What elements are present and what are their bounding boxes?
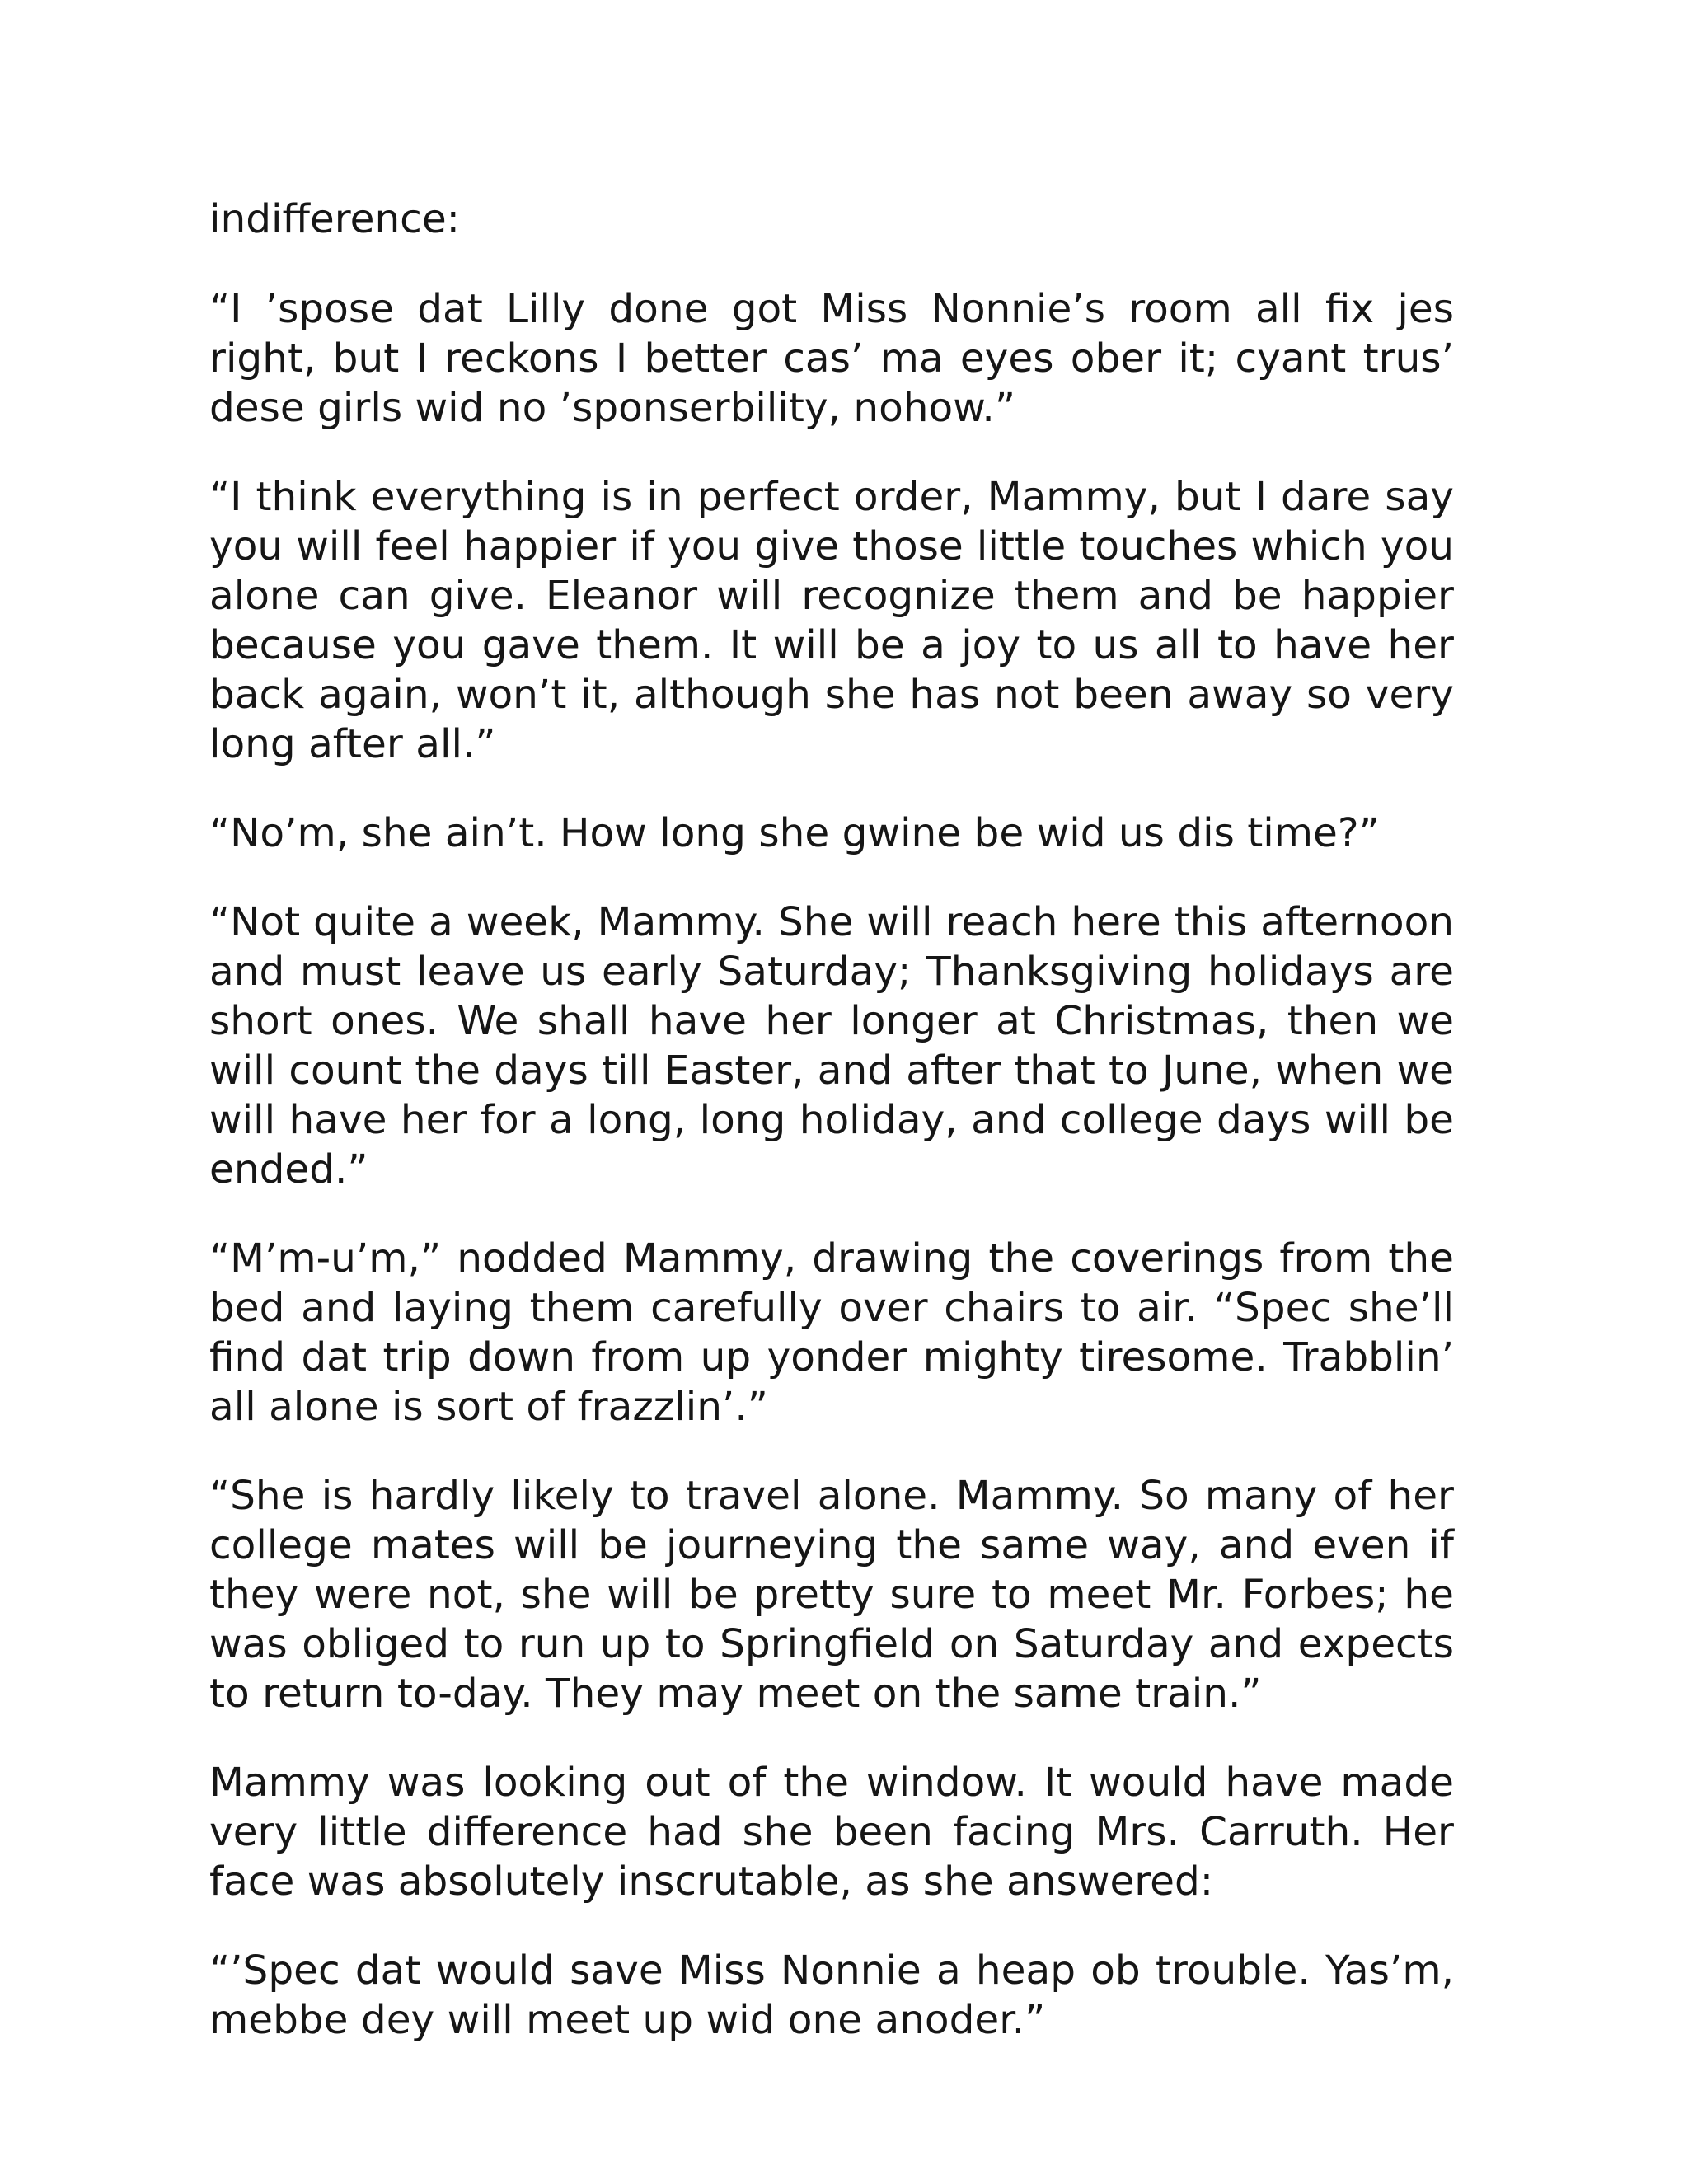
paragraph: “I ’spose dat Lilly done got Miss Nonnie’s room all fix jes right, but I reckons I better cas’ ma eyes ober it; cyant trus’ dese girls wid no ’sponserbility, nohow.” [209,286,1454,431]
paragraph: “She is hardly likely to travel alone. Mammy. So many of her college mates will be journeying the same way, and even if they were not, she will be pretty sure to meet Mr. Forbes; he was obliged to run up to Springfield on Saturday and expects to return to-day. They may meet on the same train.” [209,1473,1454,1717]
paragraph: “Not quite a week, Mammy. She will reach here this afternoon and must leave us early Saturday; Thanksgiving holidays are short ones. We shall have her longer at Christmas, then we will count the days till Easter, and after that to June, when we will have her for a long, long holiday, and college days will be ended.” [209,899,1454,1193]
paragraph: “I think everything is in perfect order, Mammy, but I dare say you will feel happier if you give those little touches which you alone can give. Eleanor will recognize them and be happier because you gave them. It will be a joy to us all to have her back again, won’t it, although she has not been away so very long after all.” [209,474,1454,767]
paragraph: Mammy was looking out of the window. It would have made very little difference had she been facing Mrs. Carruth. Her face was absolutely inscrutable, as she answered: [209,1760,1454,1905]
page-body [209,194,1454,2084]
paragraph: indifference: [209,196,461,242]
paragraph: “No’m, she ain’t. How long she gwine be wid us dis time?” [209,810,1380,856]
paragraph: “M’m-u’m,” nodded Mammy, drawing the coverings from the bed and laying them carefully over chairs to air. “Spec she’ll find dat trip down from up yonder mighty tiresome. Trabblin’ all alone is sort of frazzlin’.” [209,1235,1454,1430]
paragraph: “’Spec dat would save Miss Nonnie a heap ob trouble. Yas’m, mebbe dey will meet up wid one anoder.” [209,1947,1454,2043]
